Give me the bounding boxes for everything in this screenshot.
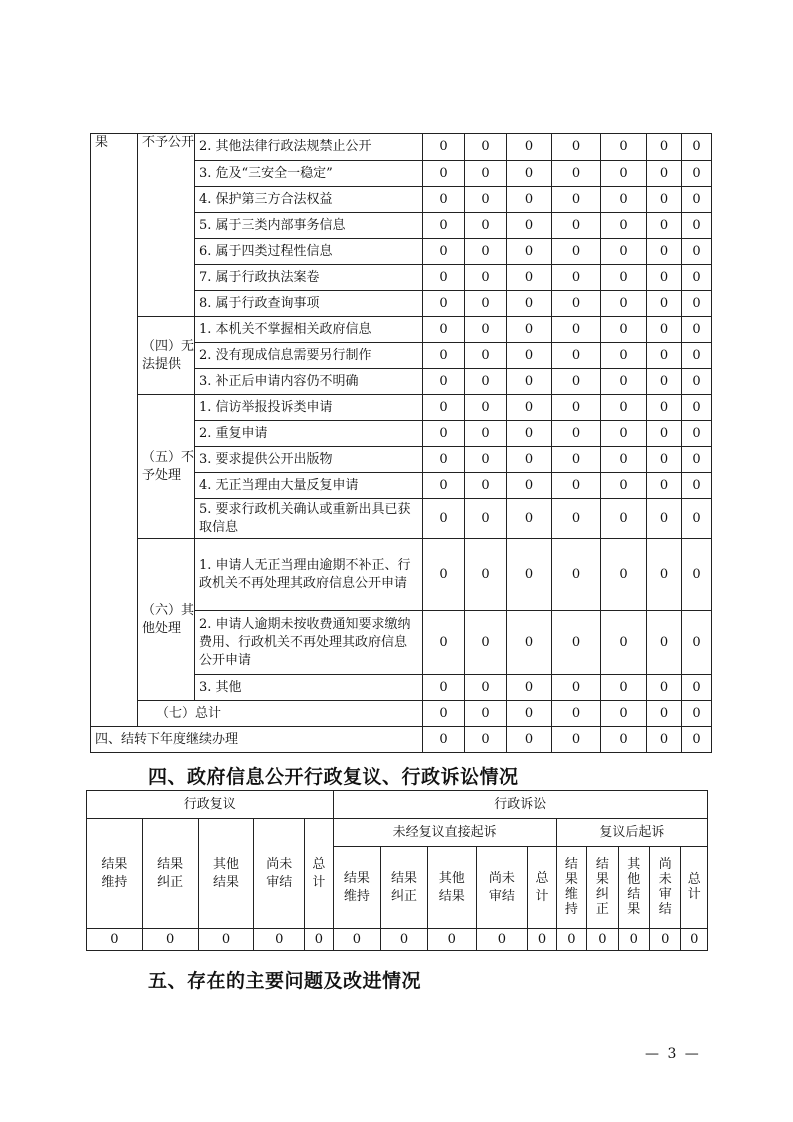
value-cell: 0 <box>333 929 381 951</box>
after-review-col-label: 总计 <box>687 871 701 902</box>
value-cell: 0 <box>682 447 712 473</box>
value-cell: 0 <box>601 727 647 753</box>
after-review-col-header <box>650 847 681 929</box>
value-cell: 0 <box>423 291 465 317</box>
value-cell: 0 <box>507 317 552 343</box>
value-cell: 0 <box>465 265 507 291</box>
after-review-col-header <box>618 847 649 929</box>
after-review-col-label: 其他结果 <box>627 856 641 917</box>
value-cell: 0 <box>647 239 682 265</box>
direct-col-label: 结果纠正 <box>391 870 418 904</box>
value-cell: 0 <box>552 473 601 499</box>
value-cell: 0 <box>507 447 552 473</box>
row-label: 1. 申请人无正当理由逾期不补正、行政机关不再处理其政府信息公开申请 <box>195 539 423 611</box>
group-label: （四）无法提供 <box>138 317 195 395</box>
review-col-label: 尚未审结 <box>266 856 293 890</box>
value-cell: 0 <box>647 395 682 421</box>
value-cell: 0 <box>423 239 465 265</box>
value-cell: 0 <box>647 611 682 675</box>
value-cell: 0 <box>142 929 198 951</box>
value-cell: 0 <box>587 929 618 951</box>
value-cell: 0 <box>682 539 712 611</box>
row-label: 2. 其他法律行政法规禁止公开 <box>195 134 423 161</box>
value-cell: 0 <box>465 473 507 499</box>
value-cell: 0 <box>552 369 601 395</box>
value-cell: 0 <box>465 161 507 187</box>
value-cell: 0 <box>552 213 601 239</box>
value-cell: 0 <box>682 161 712 187</box>
value-cell: 0 <box>682 473 712 499</box>
value-cell: 0 <box>647 213 682 239</box>
value-cell: 0 <box>647 421 682 447</box>
value-cell: 0 <box>601 395 647 421</box>
value-cell: 0 <box>601 421 647 447</box>
row-label: 1. 信访举报投诉类申请 <box>195 395 423 421</box>
value-cell: 0 <box>552 187 601 213</box>
value-cell: 0 <box>465 239 507 265</box>
row-label: 2. 没有现成信息需要另行制作 <box>195 343 423 369</box>
value-cell: 0 <box>465 213 507 239</box>
value-cell: 0 <box>423 187 465 213</box>
review-col-header <box>254 819 305 929</box>
value-cell: 0 <box>552 265 601 291</box>
header-direct-lawsuit: 未经复议直接起诉 <box>333 819 556 847</box>
value-cell: 0 <box>601 675 647 701</box>
after-review-col-label: 尚未审结 <box>658 856 672 917</box>
value-cell: 0 <box>682 239 712 265</box>
value-cell: 0 <box>507 213 552 239</box>
value-cell: 0 <box>647 343 682 369</box>
carry-over-label: 四、结转下年度继续办理 <box>91 727 423 753</box>
direct-col-header <box>528 847 556 929</box>
value-cell: 0 <box>552 134 601 161</box>
value-cell: 0 <box>423 265 465 291</box>
value-cell: 0 <box>647 701 682 727</box>
value-cell: 0 <box>507 539 552 611</box>
value-cell: 0 <box>507 134 552 161</box>
value-cell: 0 <box>552 343 601 369</box>
value-cell: 0 <box>552 291 601 317</box>
value-cell: 0 <box>601 539 647 611</box>
review-col-label: 总计 <box>312 856 326 890</box>
value-cell: 0 <box>423 369 465 395</box>
value-cell: 0 <box>647 369 682 395</box>
application-handling-table <box>90 133 712 753</box>
value-cell: 0 <box>682 265 712 291</box>
direct-col-header <box>427 847 476 929</box>
value-cell: 0 <box>682 291 712 317</box>
value-cell: 0 <box>507 701 552 727</box>
value-cell: 0 <box>507 161 552 187</box>
row-label: 1. 本机关不掌握相关政府信息 <box>195 317 423 343</box>
row-label: 6. 属于四类过程性信息 <box>195 239 423 265</box>
value-cell: 0 <box>647 265 682 291</box>
value-cell: 0 <box>423 499 465 539</box>
after-review-col-label: 结果纠正 <box>595 856 609 917</box>
value-cell: 0 <box>423 701 465 727</box>
review-col-header <box>305 819 333 929</box>
value-cell: 0 <box>682 701 712 727</box>
direct-col-label: 其他结果 <box>438 870 465 904</box>
value-cell: 0 <box>465 395 507 421</box>
value-cell: 0 <box>601 499 647 539</box>
total-label: （七）总计 <box>138 701 423 727</box>
row-label: 4. 保护第三方合法权益 <box>195 187 423 213</box>
after-review-col-header <box>587 847 618 929</box>
value-cell: 0 <box>647 291 682 317</box>
value-cell: 0 <box>601 447 647 473</box>
header-admin-review: 行政复议 <box>87 791 334 819</box>
value-cell: 0 <box>552 421 601 447</box>
value-cell: 0 <box>507 343 552 369</box>
value-cell: 0 <box>552 317 601 343</box>
value-cell: 0 <box>682 369 712 395</box>
value-cell: 0 <box>601 161 647 187</box>
value-cell: 0 <box>647 134 682 161</box>
row-label: 3. 危及“三安全一稳定” <box>195 161 423 187</box>
value-cell: 0 <box>465 421 507 447</box>
value-cell: 0 <box>552 499 601 539</box>
review-col-label: 其他结果 <box>212 856 239 890</box>
value-cell: 0 <box>423 421 465 447</box>
value-cell: 0 <box>198 929 254 951</box>
section-heading-5: 五、存在的主要问题及改进情况 <box>148 970 422 992</box>
value-cell: 0 <box>552 611 601 675</box>
value-cell: 0 <box>682 421 712 447</box>
value-cell: 0 <box>682 343 712 369</box>
value-cell: 0 <box>647 727 682 753</box>
value-cell: 0 <box>682 134 712 161</box>
value-cell: 0 <box>552 447 601 473</box>
row-label: 8. 属于行政查询事项 <box>195 291 423 317</box>
row-label: 4. 无正当理由大量反复申请 <box>195 473 423 499</box>
value-cell: 0 <box>682 611 712 675</box>
value-cell: 0 <box>601 239 647 265</box>
value-cell: 0 <box>507 239 552 265</box>
value-cell: 0 <box>465 447 507 473</box>
direct-col-label: 尚未审结 <box>488 870 515 904</box>
row-label: 2. 申请人逾期未按收费通知要求缴纳费用、行政机关不再处理其政府信息公开申请 <box>195 611 423 675</box>
review-col-label: 结果纠正 <box>157 856 184 890</box>
value-cell: 0 <box>601 265 647 291</box>
value-cell: 0 <box>423 611 465 675</box>
value-cell: 0 <box>601 134 647 161</box>
header-admin-lawsuit: 行政诉讼 <box>333 791 707 819</box>
value-cell: 0 <box>552 161 601 187</box>
row-label: 3. 补正后申请内容仍不明确 <box>195 369 423 395</box>
value-cell: 0 <box>682 499 712 539</box>
value-cell: 0 <box>647 317 682 343</box>
value-cell: 0 <box>682 187 712 213</box>
value-cell: 0 <box>647 187 682 213</box>
value-cell: 0 <box>423 675 465 701</box>
review-lawsuit-table <box>86 790 708 951</box>
row-label: 7. 属于行政执法案卷 <box>195 265 423 291</box>
header-after-review-lawsuit: 复议后起诉 <box>556 819 707 847</box>
section-heading-4: 四、政府信息公开行政复议、行政诉讼情况 <box>148 766 519 788</box>
value-cell: 0 <box>556 929 586 951</box>
value-cell: 0 <box>465 499 507 539</box>
value-cell: 0 <box>507 675 552 701</box>
direct-col-label: 总计 <box>535 870 549 904</box>
value-cell: 0 <box>465 343 507 369</box>
value-cell: 0 <box>476 929 528 951</box>
value-cell: 0 <box>507 727 552 753</box>
value-cell: 0 <box>423 395 465 421</box>
direct-col-header <box>381 847 428 929</box>
row-label: 5. 属于三类内部事务信息 <box>195 213 423 239</box>
value-cell: 0 <box>682 317 712 343</box>
value-cell: 0 <box>465 291 507 317</box>
value-cell: 0 <box>647 499 682 539</box>
value-cell: 0 <box>87 929 143 951</box>
value-cell: 0 <box>601 611 647 675</box>
value-cell: 0 <box>682 213 712 239</box>
value-cell: 0 <box>423 213 465 239</box>
value-cell: 0 <box>601 317 647 343</box>
value-cell: 0 <box>552 395 601 421</box>
value-cell: 0 <box>423 473 465 499</box>
review-col-header <box>142 819 198 929</box>
after-review-col-header <box>681 847 708 929</box>
value-cell: 0 <box>423 134 465 161</box>
value-cell: 0 <box>465 611 507 675</box>
row-label: 5. 要求行政机关确认或重新出具已获取信息 <box>195 499 423 539</box>
group-label: 不予公开 <box>138 134 195 317</box>
value-cell: 0 <box>601 187 647 213</box>
row-label: 2. 重复申请 <box>195 421 423 447</box>
value-cell: 0 <box>647 473 682 499</box>
value-cell: 0 <box>647 539 682 611</box>
value-cell: 0 <box>381 929 428 951</box>
after-review-col-header <box>556 847 586 929</box>
value-cell: 0 <box>507 421 552 447</box>
value-cell: 0 <box>465 317 507 343</box>
value-cell: 0 <box>647 675 682 701</box>
value-cell: 0 <box>552 701 601 727</box>
value-cell: 0 <box>601 369 647 395</box>
direct-col-header <box>333 847 381 929</box>
value-cell: 0 <box>682 675 712 701</box>
value-cell: 0 <box>552 539 601 611</box>
group-label: （五）不予处理 <box>138 395 195 539</box>
value-cell: 0 <box>423 539 465 611</box>
page-number: — 3 — <box>645 1046 701 1062</box>
value-cell: 0 <box>465 727 507 753</box>
value-cell: 0 <box>552 727 601 753</box>
value-cell: 0 <box>427 929 476 951</box>
value-cell: 0 <box>507 473 552 499</box>
value-cell: 0 <box>507 265 552 291</box>
direct-col-label: 结果维持 <box>343 870 370 904</box>
value-cell: 0 <box>507 291 552 317</box>
value-cell: 0 <box>465 539 507 611</box>
value-cell: 0 <box>423 161 465 187</box>
value-cell: 0 <box>618 929 649 951</box>
row-label: 3. 其他 <box>195 675 423 701</box>
value-cell: 0 <box>601 473 647 499</box>
value-cell: 0 <box>507 611 552 675</box>
value-cell: 0 <box>552 675 601 701</box>
value-cell: 0 <box>465 675 507 701</box>
value-cell: 0 <box>423 317 465 343</box>
value-cell: 0 <box>465 701 507 727</box>
value-cell: 0 <box>254 929 305 951</box>
category-label: 果 <box>91 134 138 727</box>
direct-col-header <box>476 847 528 929</box>
value-cell: 0 <box>465 369 507 395</box>
value-cell: 0 <box>682 727 712 753</box>
value-cell: 0 <box>507 499 552 539</box>
group-label: （六）其他处理 <box>138 539 195 701</box>
value-cell: 0 <box>650 929 681 951</box>
value-cell: 0 <box>647 447 682 473</box>
value-cell: 0 <box>423 727 465 753</box>
value-cell: 0 <box>423 343 465 369</box>
value-cell: 0 <box>507 395 552 421</box>
review-col-header <box>87 819 143 929</box>
value-cell: 0 <box>601 291 647 317</box>
value-cell: 0 <box>305 929 333 951</box>
after-review-col-label: 结果维持 <box>564 856 578 917</box>
value-cell: 0 <box>601 701 647 727</box>
review-col-label: 结果维持 <box>101 856 128 890</box>
value-cell: 0 <box>465 134 507 161</box>
value-cell: 0 <box>647 161 682 187</box>
review-col-header <box>198 819 254 929</box>
value-cell: 0 <box>601 343 647 369</box>
value-cell: 0 <box>682 395 712 421</box>
value-cell: 0 <box>423 447 465 473</box>
value-cell: 0 <box>507 187 552 213</box>
value-cell: 0 <box>507 369 552 395</box>
row-label: 3. 要求提供公开出版物 <box>195 447 423 473</box>
value-cell: 0 <box>552 239 601 265</box>
value-cell: 0 <box>528 929 556 951</box>
value-cell: 0 <box>465 187 507 213</box>
value-cell: 0 <box>681 929 708 951</box>
value-cell: 0 <box>601 213 647 239</box>
